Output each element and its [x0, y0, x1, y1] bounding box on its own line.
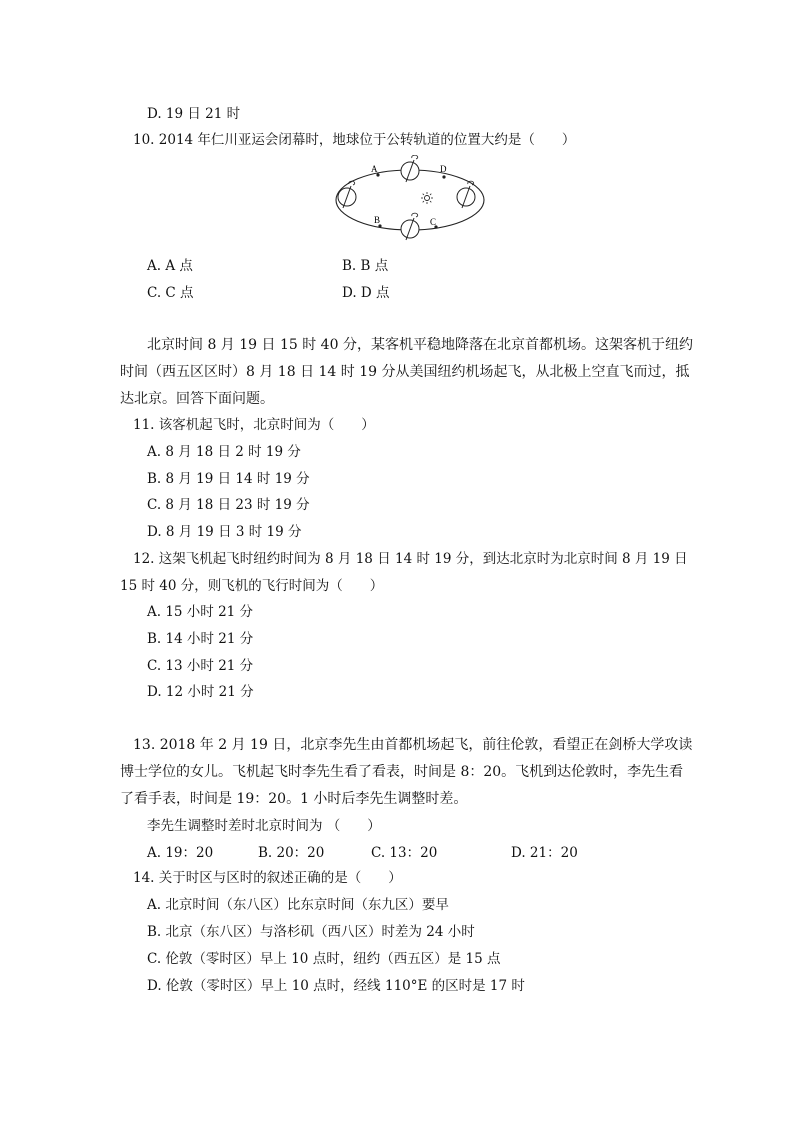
- earth-orbit-diagram: [330, 155, 490, 245]
- q14-option-c: C. 伦敦（零时区）早上 10 点时，纽约（西五区）是 15 点: [147, 951, 501, 967]
- q13-option-d: D. 21：20: [511, 845, 578, 861]
- q13-sub-stem: 李先生调整时差时北京时间为 （ ）: [147, 818, 381, 834]
- label-b: B: [374, 215, 381, 225]
- q10-option-a: A. A 点: [147, 258, 193, 274]
- q10-option-c: C. C 点: [147, 285, 194, 301]
- q12-option-a: A. 15 小时 21 分: [147, 604, 254, 620]
- label-d: D: [440, 164, 447, 174]
- q11-option-b: B. 8 月 19 日 14 时 19 分: [147, 471, 310, 487]
- point-d-dot: [442, 175, 445, 178]
- passage-line-2: 时间（西五区区时）8 月 18 日 14 时 19 分从美国纽约机场起飞，从北极上空直飞而过，抵: [120, 364, 690, 380]
- q14-option-a: A. 北京时间（东八区）比东京时间（东九区）要早: [147, 897, 449, 913]
- sun-icon: [421, 192, 433, 204]
- q12-stem-line-2: 15 时 40 分，则飞机的飞行时间为（ ）: [120, 578, 384, 594]
- q13-stem-line-2: 博士学位的女儿。飞机起飞时李先生看了看表，时间是 8：20。飞机到达伦敦时，李先生看: [120, 764, 684, 780]
- q13-option-c: C. 13：20: [371, 845, 438, 861]
- q10-stem: 10. 2014 年仁川亚运会闭幕时，地球位于公转轨道的位置大约是（ ）: [133, 132, 576, 148]
- q12-option-c: C. 13 小时 21 分: [147, 658, 254, 674]
- q12-option-b: B. 14 小时 21 分: [147, 631, 254, 647]
- q13-stem-line-1: 13. 2018 年 2 月 19 日，北京李先生由首都机场起飞，前往伦敦，看望正在剑桥大学攻读: [133, 737, 693, 753]
- label-c: C: [430, 217, 437, 227]
- q12-option-d: D. 12 小时 21 分: [147, 684, 254, 700]
- q11-stem: 11. 该客机起飞时，北京时间为（ ）: [133, 417, 375, 433]
- earth-right-icon: [457, 181, 475, 208]
- q10-option-d: D. D 点: [342, 285, 390, 301]
- q14-option-d: D. 伦敦（零时区）早上 10 点时，经线 110°E 的区时是 17 时: [147, 978, 525, 994]
- q9-option-d: D. 19 日 21 时: [147, 106, 241, 122]
- q13-stem-line-3: 了看手表，时间是 19：20。1 小时后李先生调整时差。: [120, 791, 468, 807]
- q11-option-d: D. 8 月 19 日 3 时 19 分: [147, 524, 302, 540]
- earth-top-icon: [401, 155, 419, 182]
- earth-bottom-icon: [401, 213, 419, 240]
- q11-option-a: A. 8 月 18 日 2 时 19 分: [147, 444, 301, 460]
- passage-line-1: 北京时间 8 月 19 日 15 时 40 分，某客机平稳地降落在北京首都机场。这架客机于纽约: [147, 337, 693, 353]
- q13-option-b: B. 20：20: [258, 845, 325, 861]
- label-a: A: [371, 164, 378, 174]
- passage-line-3: 达北京。回答下面问题。: [120, 391, 274, 407]
- q14-stem: 14. 关于时区与区时的叙述正确的是（ ）: [133, 870, 402, 886]
- q14-option-b: B. 北京（东八区）与洛杉矶（西八区）时差为 24 小时: [147, 924, 475, 940]
- q13-option-a: A. 19：20: [147, 845, 214, 861]
- q12-stem-line-1: 12. 这架飞机起飞时纽约时间为 8 月 18 日 14 时 19 分，到达北京时为北京时间 8 月 19 日: [133, 551, 688, 567]
- q11-option-c: C. 8 月 18 日 23 时 19 分: [147, 497, 310, 513]
- earth-left-icon: [338, 181, 356, 208]
- q10-option-b: B. B 点: [342, 258, 389, 274]
